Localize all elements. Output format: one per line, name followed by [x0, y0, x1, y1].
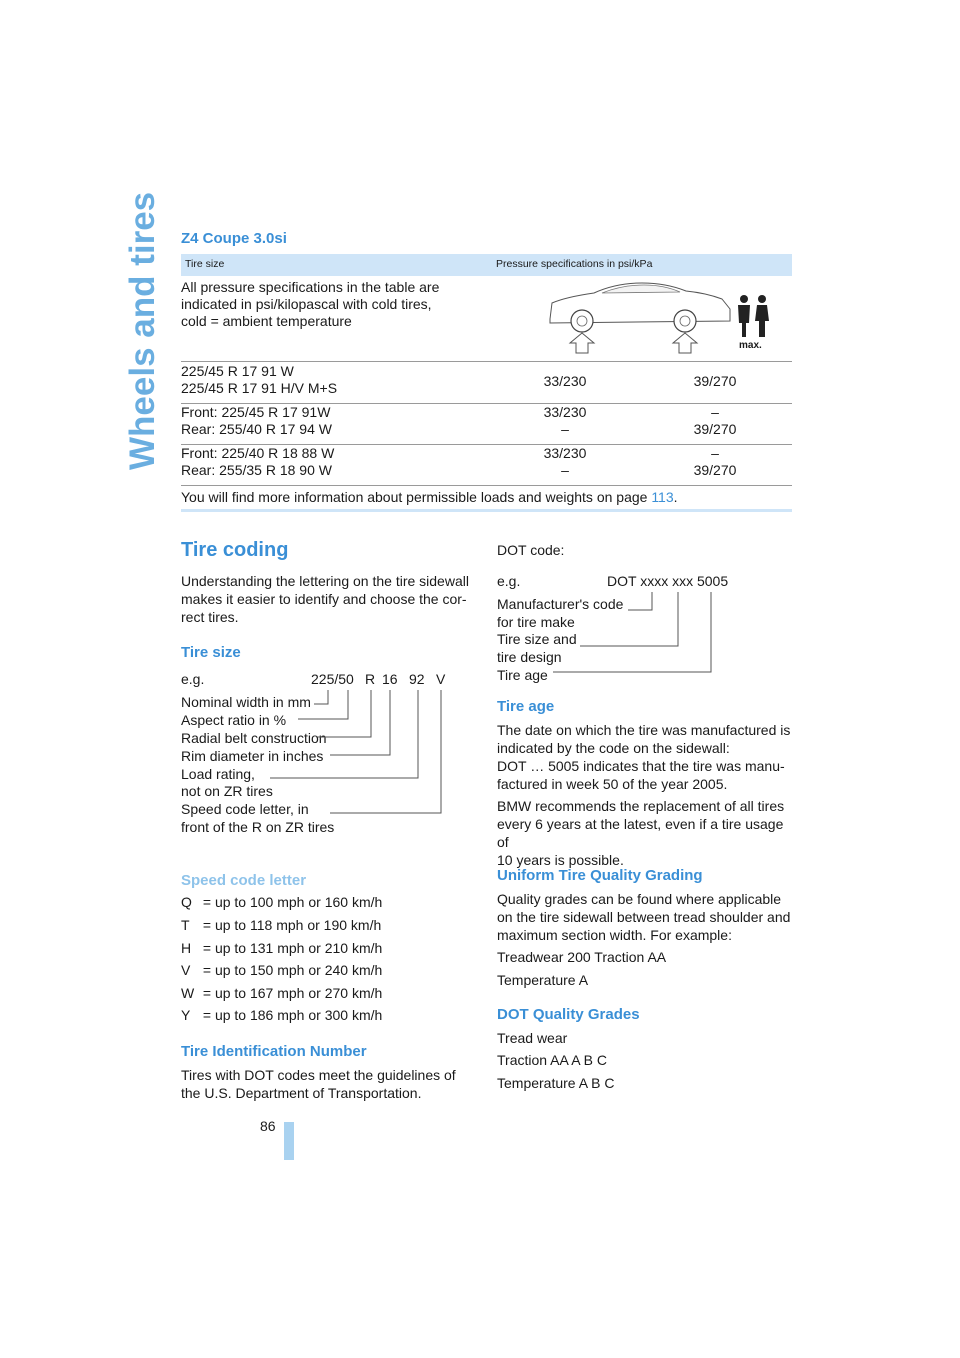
tire-size-rear: Rear: 255/35 R 18 90 W: [181, 462, 332, 478]
label-nominal-width: Nominal width in mm: [181, 694, 311, 710]
tire-size-eg: e.g.: [181, 671, 205, 687]
speed-item: H = up to 131 mph or 210 km/h: [181, 940, 383, 956]
label-load-note: not on ZR tires: [181, 783, 273, 799]
pressure-normal-rear: –: [561, 462, 569, 478]
dot-quality-temperature: Temperature A B C: [497, 1075, 615, 1091]
side-chapter-title: Wheels and tires: [123, 191, 162, 470]
pressure-normal: 33/230: [543, 373, 587, 389]
speed-item: V = up to 150 mph or 240 km/h: [181, 962, 383, 978]
pressure-normal-front: 33/230: [543, 445, 587, 461]
tire-size-rear: Rear: 255/40 R 17 94 W: [181, 421, 332, 437]
tin-heading: Tire Identification Number: [181, 1043, 367, 1060]
label-speed: Speed code letter, in: [181, 801, 309, 817]
pressure-max-rear: 39/270: [693, 421, 737, 437]
pressure-max-front: –: [711, 404, 719, 420]
tire-age-heading: Tire age: [497, 698, 555, 715]
dot-quality-traction: Traction AA A B C: [497, 1052, 607, 1068]
tire-size-front: Front: 225/45 R 17 91W: [181, 404, 331, 420]
tire-size-2: 225/45 R 17 91 H/V M+S: [181, 380, 338, 396]
code-speed: V: [436, 671, 446, 687]
pressure-max-front: –: [711, 445, 719, 461]
dot-label-make: for tire make: [497, 614, 575, 630]
label-rim: Rim diameter in inches: [181, 748, 324, 764]
tire-size-heading: Tire size: [181, 644, 241, 661]
code-rim: 16: [382, 671, 398, 687]
intro-text: All pressure specifications in the table are indicated in psi/kilopascal with cold tires, cold = ambient temperature: [181, 279, 440, 329]
speed-code-heading: Speed code letter: [181, 872, 307, 889]
code-width-aspect: 225/50: [311, 671, 354, 687]
pressure-max-rear: 39/270: [693, 462, 737, 478]
dot-label-age: Tire age: [497, 667, 548, 683]
label-load: Load rating,: [181, 766, 255, 782]
dot-label-manufacturer: Manufacturer's code: [497, 596, 624, 612]
utqg-text: Quality grades can be found where applicable on the tire sidewall between tread shoulder and maximum section width. For example:: [497, 891, 791, 943]
dot-quality-heading: DOT Quality Grades: [497, 1006, 640, 1023]
tire-age-text: The date on which the tire was manufactured is indicated by the code on the sidewall: DOT … 5005 indicates that the tire was manu- factured in week 50 of the year 2005.: [497, 722, 791, 792]
dot-label-size: Tire size and: [497, 631, 577, 647]
max-label: max.: [739, 340, 762, 351]
speed-item: Y = up to 186 mph or 300 km/h: [181, 1007, 383, 1023]
utqg-example-1: Treadwear 200 Traction AA: [497, 949, 667, 965]
utqg-heading: Uniform Tire Quality Grading: [497, 867, 703, 884]
tin-text: Tires with DOT codes meet the guidelines of the U.S. Department of Transportation.: [181, 1067, 456, 1101]
dot-code-example: DOT xxxx xxx 5005: [607, 573, 729, 589]
header-pressure: Pressure specifications in psi/kPa: [496, 258, 653, 270]
header-tire-size: Tire size: [185, 258, 225, 270]
code-radial: R: [365, 671, 376, 687]
speed-item: W = up to 167 mph or 270 km/h: [181, 985, 383, 1001]
dot-quality-treadwear: Tread wear: [497, 1030, 568, 1046]
speed-item: T = up to 118 mph or 190 km/h: [181, 917, 382, 933]
speed-item: Q = up to 100 mph or 160 km/h: [181, 894, 383, 910]
tire-age-recommendation: BMW recommends the replacement of all tires every 6 years at the latest, even if a tire usage of 10 years is possible.: [497, 798, 785, 868]
label-radial: Radial belt construction: [181, 730, 327, 746]
pressure-normal-front: 33/230: [543, 404, 587, 420]
label-aspect-ratio: Aspect ratio in %: [181, 712, 287, 728]
code-load: 92: [409, 671, 425, 687]
page-link[interactable]: 113: [651, 489, 674, 505]
page-number: 86: [260, 1118, 276, 1134]
utqg-example-2: Temperature A: [497, 972, 589, 988]
tire-size-front: Front: 225/40 R 18 88 W: [181, 445, 335, 461]
tire-size-1: 225/45 R 17 91 W: [181, 363, 294, 379]
label-speed-note: front of the R on ZR tires: [181, 819, 335, 835]
dot-label-design: tire design: [497, 649, 562, 665]
table-note: You will find more information about permissible loads and weights on page 113.: [181, 489, 678, 505]
dot-code-title: DOT code:: [497, 542, 565, 558]
pressure-max: 39/270: [693, 373, 737, 389]
tire-coding-intro: Understanding the lettering on the tire sidewall makes it easier to identify and choose the cor- rect tires.: [181, 573, 469, 625]
tire-coding-heading: Tire coding: [181, 539, 289, 561]
pressure-normal-rear: –: [561, 421, 569, 437]
section-title: Z4 Coupe 3.0si: [181, 230, 287, 247]
dot-eg: e.g.: [497, 573, 521, 589]
